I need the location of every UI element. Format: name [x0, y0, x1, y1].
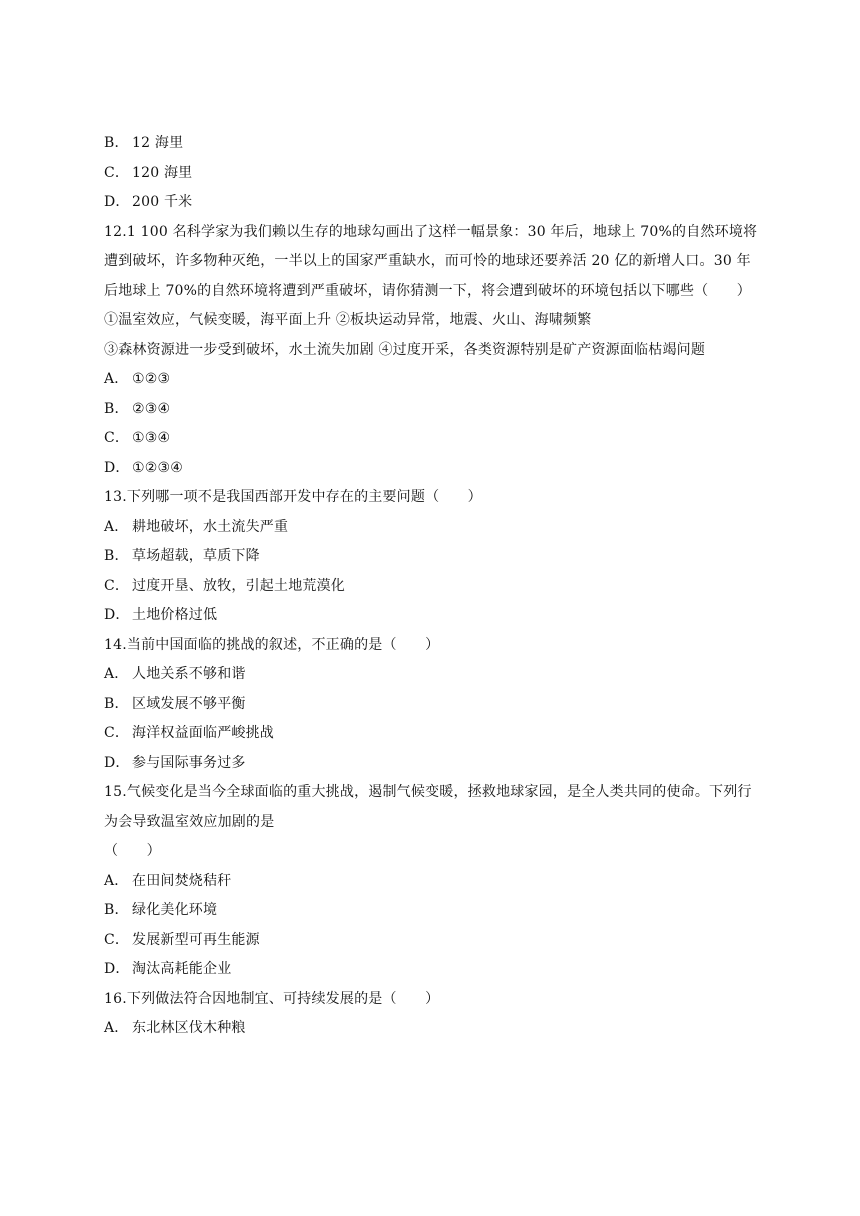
option-key: B． — [104, 695, 129, 712]
option-d — [104, 955, 764, 985]
option-text: 200 千米 — [132, 194, 193, 210]
option-b — [104, 542, 764, 572]
option-key: C． — [104, 577, 130, 594]
option-key: C． — [104, 430, 130, 446]
option-text: 过度开垦、放牧，引起土地荒漠化 — [132, 577, 345, 594]
option-key: C． — [104, 725, 130, 741]
option-text: 淘汰高耗能企业 — [132, 961, 232, 977]
question-15-stem: 15.气候变化是当今全球面临的重大挑战，遏制气候变暖，拯救地球家园，是全人类共同的使命。下列行为会导致温室效应加剧的是 — [104, 784, 752, 830]
option-a — [104, 513, 764, 543]
question-12-statement-2: ③森林资源进一步受到破坏，水土流失加剧 ④过度开采，各类资源特别是矿产资源面临枯竭问题 — [104, 341, 706, 358]
option-key: B． — [104, 902, 129, 918]
option-text: 草场超载，草质下降 — [132, 548, 260, 564]
question-13-stem: 13.下列哪一项不是我国西部开发中存在的主要问题（ ） — [104, 489, 482, 505]
option-a — [104, 1014, 764, 1044]
option-d — [104, 749, 764, 779]
option-text: ①②③④ — [132, 459, 184, 476]
option-b — [104, 395, 764, 425]
option-a — [104, 365, 764, 395]
option-key: D． — [104, 194, 130, 210]
option-d — [104, 601, 764, 631]
option-text: ①③④ — [132, 430, 171, 446]
option-key: D． — [104, 754, 130, 771]
question-12-statement-1: ①温室效应，气候变暖，海平面上升 ②板块运动异常，地震、火山、海啸频繁 — [104, 312, 592, 328]
option-key: C． — [104, 164, 130, 181]
option-text: 绿化美化环境 — [132, 902, 218, 918]
question-content — [104, 129, 764, 1044]
option-b — [104, 690, 764, 720]
option-key: D． — [104, 607, 130, 623]
option-text: 人地关系不够和谐 — [132, 666, 246, 682]
option-key: B． — [104, 135, 129, 151]
option-text: 土地价格过低 — [132, 607, 218, 623]
question-15-blank: （ ） — [104, 843, 161, 859]
option-text: 120 海里 — [132, 164, 193, 181]
option-text: 区域发展不够平衡 — [132, 695, 246, 712]
option-key: A． — [104, 666, 129, 682]
option-text: ①②③ — [132, 371, 171, 387]
option-c — [104, 572, 764, 602]
option-key: A． — [104, 1020, 129, 1036]
option-text: 发展新型可再生能源 — [132, 931, 260, 948]
option-key: A． — [104, 518, 129, 535]
option-text: 耕地破坏，水土流失严重 — [132, 518, 289, 535]
option-key: D． — [104, 459, 130, 476]
option-text: 东北林区伐木种粮 — [132, 1020, 246, 1036]
option-b — [104, 896, 764, 926]
option-key: D． — [104, 961, 130, 977]
option-text: 在田间焚烧秸秆 — [132, 872, 232, 889]
option-a — [104, 867, 764, 897]
option-c — [104, 424, 764, 454]
question-16-stem: 16.下列做法符合因地制宜、可持续发展的是（ ） — [104, 990, 440, 1007]
option-key: B． — [104, 548, 129, 564]
option-key: A． — [104, 872, 129, 889]
option-a — [104, 660, 764, 690]
option-text: 参与国际事务过多 — [132, 754, 246, 771]
option-d — [104, 454, 764, 484]
option-c — [104, 159, 764, 189]
question-12-stem: 12.1 100 名科学家为我们赖以生存的地球勾画出了这样一幅景象：30 年后，地球上 70%的自然环境将遭到破坏，许多物种灭绝，一半以上的国家严重缺水，而可怜的地球还要养活 20 亿的新增人口。30 年后地球上 70%的自然环境将遭到严重破坏，请你猜测一下，将会遭到破坏的环境包括以下哪些（ ） — [104, 223, 758, 299]
option-c — [104, 926, 764, 956]
option-b — [104, 129, 764, 159]
option-key: C． — [104, 931, 130, 948]
option-text: 海洋权益面临严峻挑战 — [132, 725, 274, 741]
option-text: 12 海里 — [132, 135, 184, 151]
question-14-stem: 14.当前中国面临的挑战的叙述，不正确的是（ ） — [104, 636, 440, 653]
option-key: A． — [104, 371, 129, 387]
option-c — [104, 719, 764, 749]
option-key: B． — [104, 400, 129, 417]
option-text: ②③④ — [132, 400, 171, 417]
option-d — [104, 188, 764, 218]
